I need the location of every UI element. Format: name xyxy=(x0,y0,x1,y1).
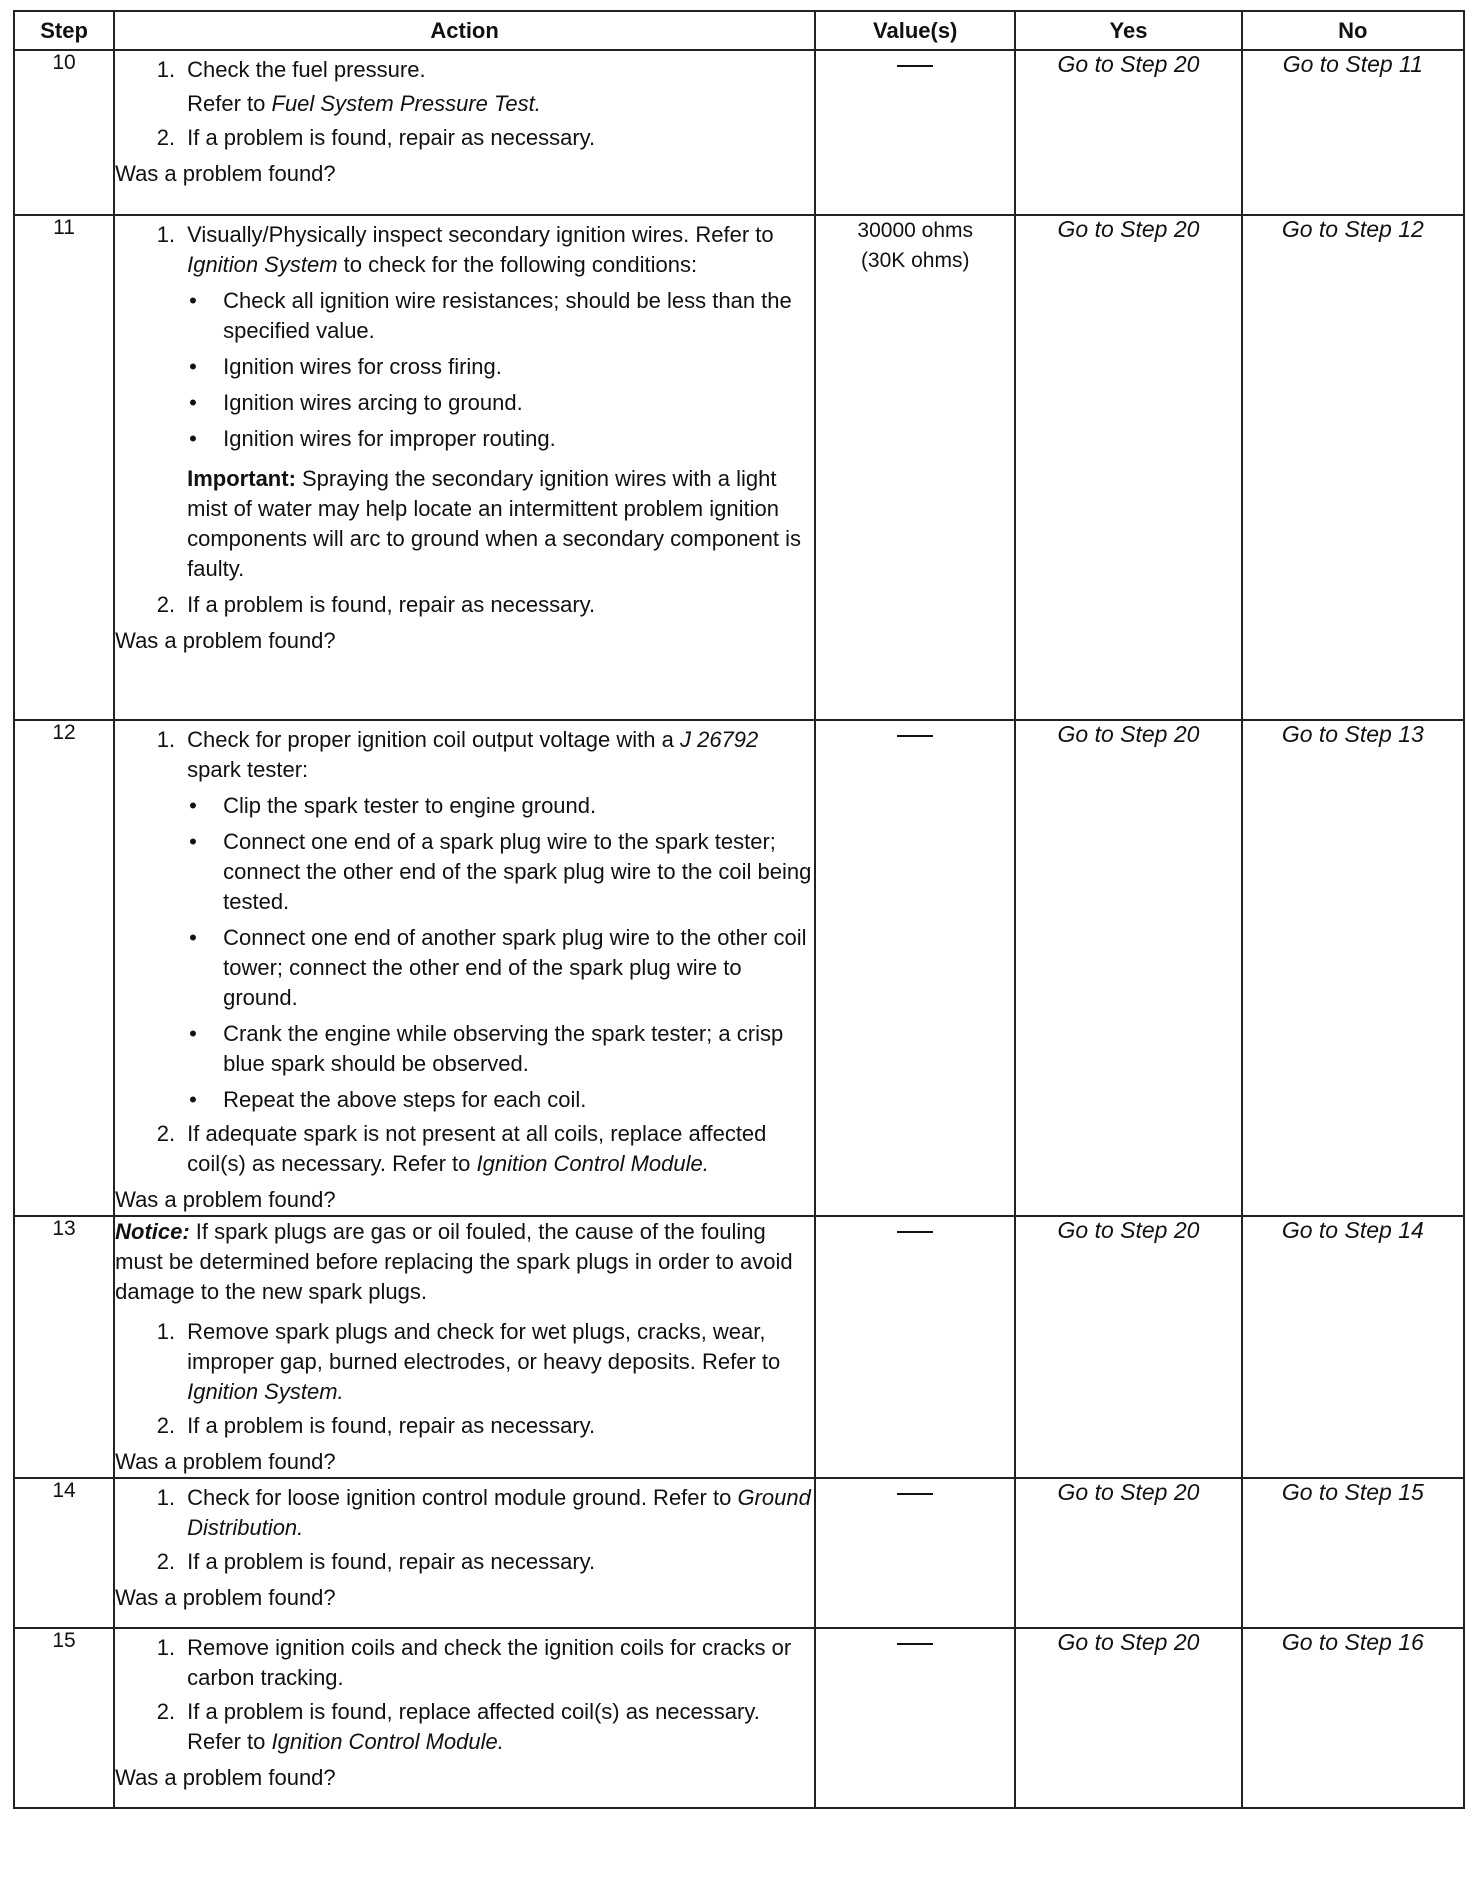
action-item: 2. If a problem is found, repair as necessary. xyxy=(156,1413,596,1438)
important-note: Important: Spraying the secondary ignition wires with a light mist of water may help locate an intermittent problem ignition components will arc to ground when a secondary component is faulty. xyxy=(187,466,802,581)
question: Was a problem found? xyxy=(115,161,336,186)
action-cell xyxy=(114,50,815,215)
action-item: 1. Check for proper ignition coil output voltage with a J 26792 spark tester: xyxy=(156,727,759,782)
yes-cell: Go to Step 20 xyxy=(1015,215,1241,720)
step-number: 14 xyxy=(14,1478,114,1628)
yes-cell: Go to Step 20 xyxy=(1015,1216,1241,1478)
reference-link: Ground Distribution. xyxy=(187,1485,811,1540)
value-cell xyxy=(815,50,1015,215)
table-row-step-12 xyxy=(14,720,1464,1216)
bullet-item: • Check all ignition wire resistances; should be less than the specified value. xyxy=(189,288,792,343)
yes-cell: Go to Step 20 xyxy=(1015,1478,1241,1628)
value-line: 30000 ohms xyxy=(857,219,973,242)
action-item: 2. If adequate spark is not present at all coils, replace affected coil(s) as necessary. Refer to Ignition Control Module. xyxy=(156,1121,767,1176)
bullet-item: • Ignition wires for cross firing. xyxy=(189,354,502,379)
value-cell xyxy=(815,1216,1015,1478)
bullet-item: • Crank the engine while observing the spark tester; a crisp blue spark should be observed. xyxy=(189,1021,784,1076)
action-item: 2. If a problem is found, repair as necessary. xyxy=(156,125,596,150)
action-item: 1. Remove ignition coils and check the ignition coils for cracks or carbon tracking. xyxy=(156,1635,792,1690)
reference-link: Ignition System xyxy=(187,252,338,277)
dash-mark xyxy=(897,1231,933,1233)
yes-cell: Go to Step 20 xyxy=(1015,1628,1241,1808)
value-line: (30K ohms) xyxy=(860,249,970,272)
question: Was a problem found? xyxy=(115,1765,336,1790)
action-cell xyxy=(114,1628,815,1808)
header-values: Value(s) xyxy=(815,11,1015,50)
no-cell: Go to Step 15 xyxy=(1242,1478,1464,1628)
tool-reference: J 26792 xyxy=(679,727,759,752)
no-cell: Go to Step 11 xyxy=(1242,50,1464,215)
action-cell xyxy=(114,215,815,720)
no-cell: Go to Step 14 xyxy=(1242,1216,1464,1478)
table-row-step-15 xyxy=(14,1628,1464,1808)
bullet-item: • Ignition wires arcing to ground. xyxy=(189,390,523,415)
value-cell xyxy=(815,1478,1015,1628)
action-cell xyxy=(114,1216,815,1478)
step-number: 12 xyxy=(14,720,114,1216)
step-number: 15 xyxy=(14,1628,114,1808)
yes-cell: Go to Step 20 xyxy=(1015,50,1241,215)
header-no: No xyxy=(1242,11,1464,50)
bullet-item: • Repeat the above steps for each coil. xyxy=(189,1087,587,1112)
action-item: 1. Visually/Physically inspect secondary ignition wires. Refer to Ignition System to check for the following conditions: xyxy=(156,222,774,277)
action-cell xyxy=(114,1478,815,1628)
question: Was a problem found? xyxy=(115,1187,336,1212)
action-item: 2. If a problem is found, repair as necessary. xyxy=(156,592,596,617)
step-number: 13 xyxy=(14,1216,114,1478)
table-row-step-14 xyxy=(14,1478,1464,1628)
table-row-step-11 xyxy=(14,215,1464,720)
question: Was a problem found? xyxy=(115,628,336,653)
dash-mark xyxy=(897,735,933,737)
step-number: 10 xyxy=(14,50,114,215)
no-cell: Go to Step 13 xyxy=(1242,720,1464,1216)
action-reference: Refer to Fuel System Pressure Test. xyxy=(187,91,541,116)
dash-mark xyxy=(897,1643,933,1645)
value-cell xyxy=(815,215,1015,720)
value-cell xyxy=(815,720,1015,1216)
table-row-step-13 xyxy=(14,1216,1464,1478)
header-row xyxy=(14,11,1464,50)
action-item: 2. If a problem is found, replace affected coil(s) as necessary. Refer to Ignition Control Module. xyxy=(156,1699,760,1754)
no-cell: Go to Step 12 xyxy=(1242,215,1464,720)
header-step: Step xyxy=(14,11,114,50)
reference-link: Ignition Control Module. xyxy=(271,1729,504,1754)
action-item: 1. Check for loose ignition control module ground. Refer to Ground Distribution. xyxy=(156,1485,811,1540)
dash-mark xyxy=(897,1493,933,1495)
action-item: 2. If a problem is found, repair as necessary. xyxy=(156,1549,596,1574)
question: Was a problem found? xyxy=(115,1585,336,1610)
no-cell: Go to Step 16 xyxy=(1242,1628,1464,1808)
reference-link: Fuel System Pressure Test. xyxy=(271,91,541,116)
bullet-item: • Connect one end of a spark plug wire to the spark tester; connect the other end of the spark plug wire to the coil being tested. xyxy=(189,829,812,914)
bullet-item: • Connect one end of another spark plug wire to the other coil tower; connect the other end of the spark plug wire to ground. xyxy=(189,925,807,1010)
bullet-item: • Clip the spark tester to engine ground. xyxy=(189,793,597,818)
step-number: 11 xyxy=(14,215,114,720)
dash-mark xyxy=(897,65,933,67)
reference-link: Ignition System. xyxy=(187,1379,344,1404)
yes-cell: Go to Step 20 xyxy=(1015,720,1241,1216)
diagnostic-table xyxy=(13,10,1465,1809)
bullet-item: • Ignition wires for improper routing. xyxy=(189,426,556,451)
action-item: 1. Check the fuel pressure. xyxy=(156,57,426,82)
action-item: 1. Remove spark plugs and check for wet plugs, cracks, wear, improper gap, burned electrodes, or heavy deposits. Refer to Ignition System. xyxy=(156,1319,781,1404)
notice-note: Notice: If spark plugs are gas or oil fouled, the cause of the fouling must be determined before replacing the spark plugs in order to avoid damage to the new spark plugs. xyxy=(115,1219,793,1304)
reference-link: Ignition Control Module. xyxy=(476,1151,709,1176)
table-row-step-10 xyxy=(14,50,1464,215)
value-cell xyxy=(815,1628,1015,1808)
action-cell xyxy=(114,720,815,1216)
question: Was a problem found? xyxy=(115,1449,336,1474)
header-action: Action xyxy=(114,11,815,50)
header-yes: Yes xyxy=(1015,11,1241,50)
